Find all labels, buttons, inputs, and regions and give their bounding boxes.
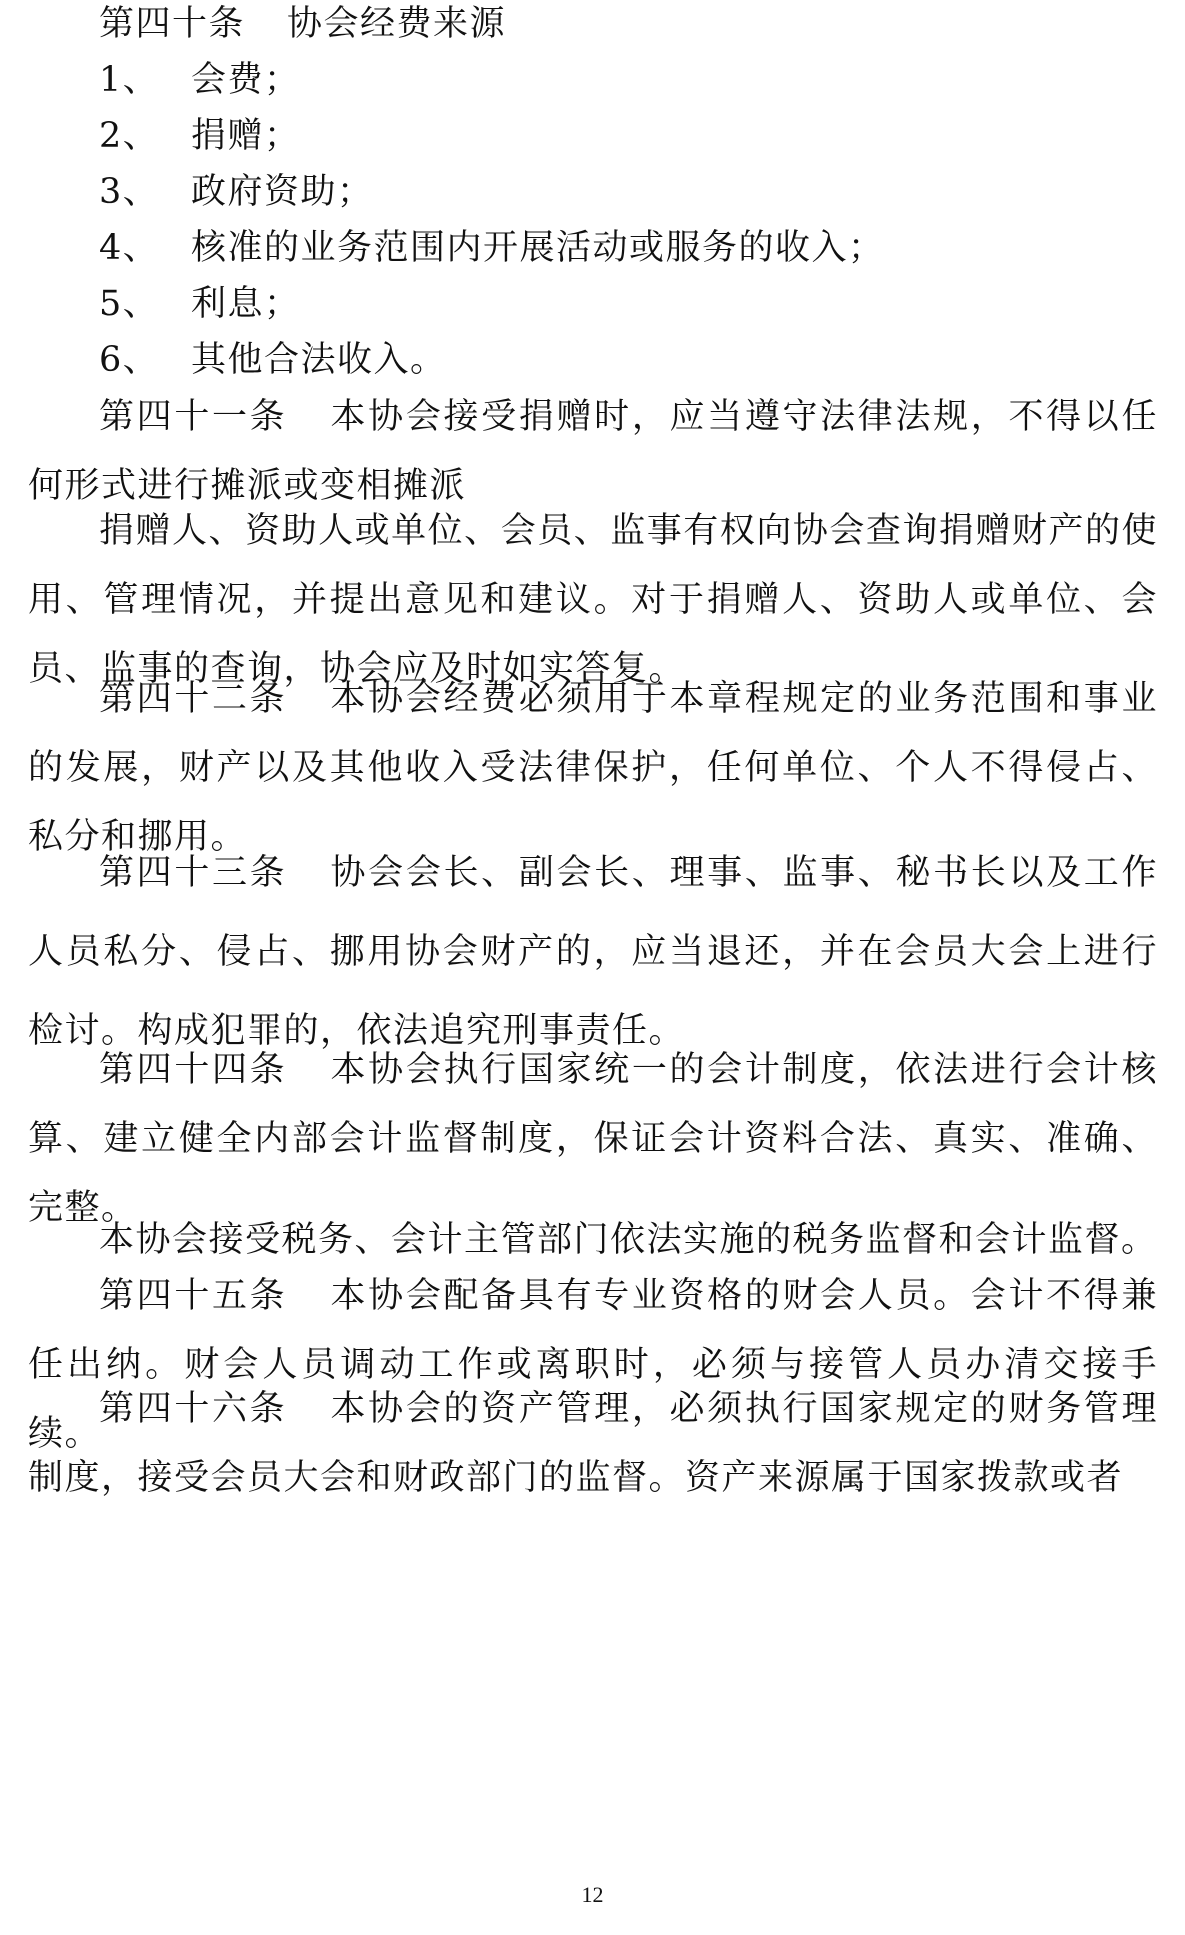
page-number: 12 [581,1882,604,1907]
article-46-paragraph [28,1375,1158,1513]
list-item-number: 1、 [99,60,160,100]
list-item-text: 利息； [191,284,301,324]
list-item-text: 其他合法收入。 [191,340,447,380]
article-43-label: 第四十三条 [99,853,288,893]
article-42-label: 第四十二条 [99,679,288,719]
article-46-label: 第四十六条 [99,1389,288,1429]
article-40-title: 协会经费来源 [287,4,507,44]
list-item-number: 5、 [99,284,160,324]
article-44-paragraph-2: 本协会接受税务、会计主管部门依法实施的税务监督和会计监督。 [99,1220,1158,1260]
list-item-number: 2、 [99,116,160,156]
article-41-paragraph-2: 捐赠人、资助人或单位、会员、监事有权向协会查询捐赠财产的使用、管理情况，并提出意见和建议。对于捐赠人、资助人或单位、会员、监事的查询，协会应及时如实答复。 [28,511,1158,689]
article-44-text: 本协会执行国家统一的会计制度，依法进行会计核算、建立健全内部会计监督制度，保证会计资料合法、真实、准确、完整。 [28,1050,1158,1228]
article-40-label: 第四十条 [99,4,246,44]
article-42-text: 本协会经费必须用于本章程规定的业务范围和事业的发展，财产以及其他收入受法律保护，任何单位、个人不得侵占、私分和挪用。 [28,679,1158,857]
list-item-text: 捐赠； [191,116,301,156]
article-45-label: 第四十五条 [99,1276,288,1316]
list-item-text: 政府资助； [191,172,374,212]
article-41-label: 第四十一条 [99,397,288,437]
list-item-number: 4、 [99,228,160,268]
article-45-text: 本协会配备具有专业资格的财会人员。会计不得兼任出纳。财会人员调动工作或离职时，必须与接管人员办清交接手续。 [28,1276,1158,1454]
article-44-label: 第四十四条 [99,1050,288,1090]
list-item-number: 3、 [99,172,160,212]
article-43-text: 协会会长、副会长、理事、监事、秘书长以及工作人员私分、侵占、挪用协会财产的，应当退还，并在会员大会上进行检讨。构成犯罪的，依法追究刑事责任。 [28,853,1158,1051]
list-item-text: 核准的业务范围内开展活动或服务的收入； [191,228,885,268]
article-41-text: 本协会接受捐赠时，应当遵守法律法规，不得以任何形式进行摊派或变相摊派 [28,397,1158,506]
list-item-text: 会费； [191,60,301,100]
article-46-text: 本协会的资产管理，必须执行国家规定的财务管理制度，接受会员大会和财政部门的监督。资产来源属于国家拨款或者 [28,1389,1158,1498]
list-item-number: 6、 [99,340,160,380]
